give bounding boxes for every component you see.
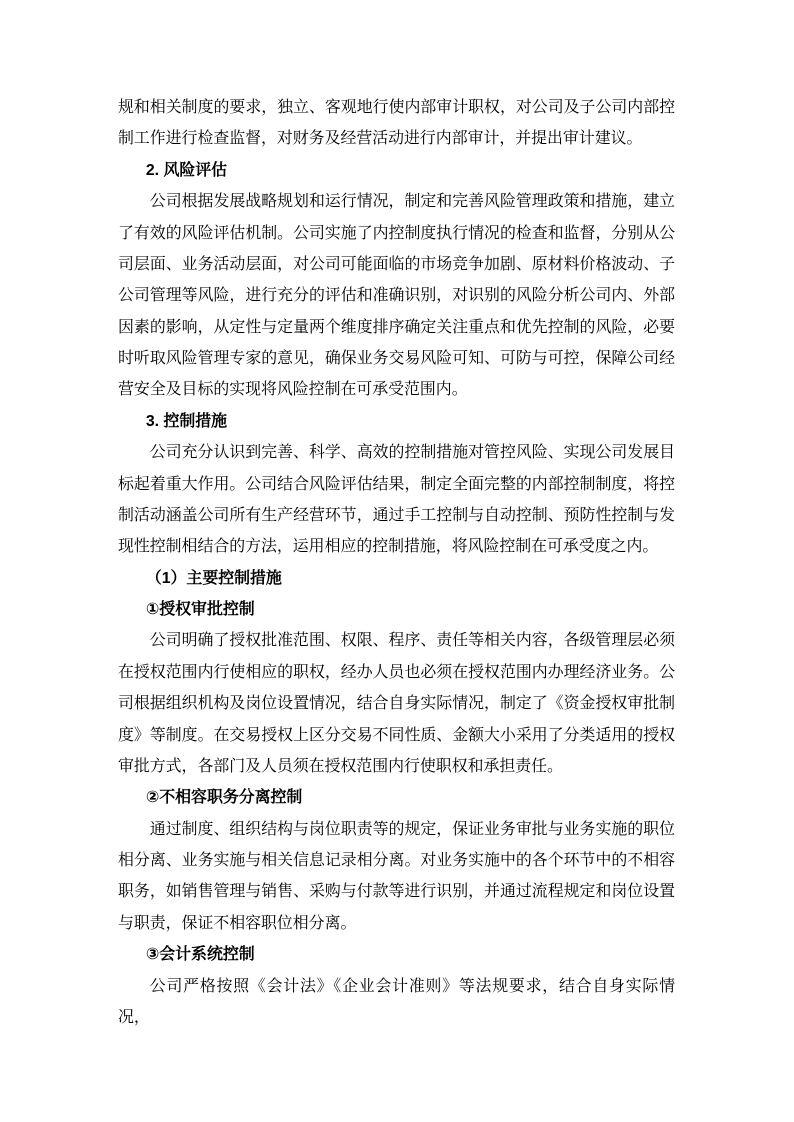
heading-main-control-measures: （1）主要控制措施	[145, 569, 282, 587]
paragraph-accounting-system: 公司严格按照《会计法》《企业会计准则》等法规要求，结合自身实际情况，	[118, 977, 675, 1026]
heading-authorization-approval-control: ①授权审批控制	[145, 601, 255, 618]
heading-risk-assessment: 2. 风险评估	[145, 161, 228, 179]
paragraph-control-measures: 公司充分认识到完善、科学、高效的控制措施对管控风险、实现公司发展目标起着重大作用。公司结合风险评估结果，制定全面完整的内部控制制度，将控制活动涵盖公司所有生产经营环节，通过手工控制与自动控制、预防性控制与发现性控制相结合的方法，运用相应的控制措施，将风险控制在可承受度之内。	[118, 444, 675, 556]
paragraph-internal-audit-continuation: 规和相关制度的要求，独立、客观地行使内部审计职权，对公司及子公司内部控制工作进行检查监督，对财务及经营活动进行内部审计，并提出审计建议。	[118, 99, 675, 148]
page-content	[118, 92, 675, 1033]
heading-incompatible-duties-separation-control: ②不相容职务分离控制	[145, 789, 303, 807]
paragraph-incompatible-duties-separation: 通过制度、组织结构与岗位职责等的规定，保证业务审批与业务实施的职位相分离、业务实施与相关信息记录相分离。对业务实施中的各个环节中的不相容职务，如销售管理与销售、采购与付款等进行识别，并通过流程规定和岗位设置与职责，保证不相容职位相分离。	[118, 820, 675, 932]
paragraph-risk-assessment: 公司根据发展战略规划和运行情况，制定和完善风险管理政策和措施，建立了有效的风险评估机制。公司实施了内控制度执行情况的检查和监督，分别从公司层面、业务活动层面，对公司可能面临的市场竞争加剧、原材料价格波动、子公司管理等风险，进行充分的评估和准确识别，对识别的风险分析公司内、外部因素的影响，从定性与定量两个维度排序确定关注重点和优先控制的风险，必要时听取风险管理专家的意见，确保业务交易风险可知、可防与可控，保障公司经营安全及目标的实现将风险控制在可承受范围内。	[118, 193, 675, 399]
heading-control-measures: 3. 控制措施	[145, 412, 228, 430]
heading-accounting-system-control: ③会计系统控制	[145, 946, 255, 964]
paragraph-authorization-approval: 公司明确了授权批准范围、权限、程序、责任等相关内容，各级管理层必须在授权范围内行使相应的职权，经办人员也必须在授权范围内办理经济业务。公司根据组织机构及岗位设置情况，结合自身实际情况，制定了《资金授权审批制度》等制度。在交易授权上区分交易不同性质、金额大小采用了分类适用的授权审批方式，各部门及人员须在授权范围内行使职权和承担责任。	[118, 632, 675, 775]
